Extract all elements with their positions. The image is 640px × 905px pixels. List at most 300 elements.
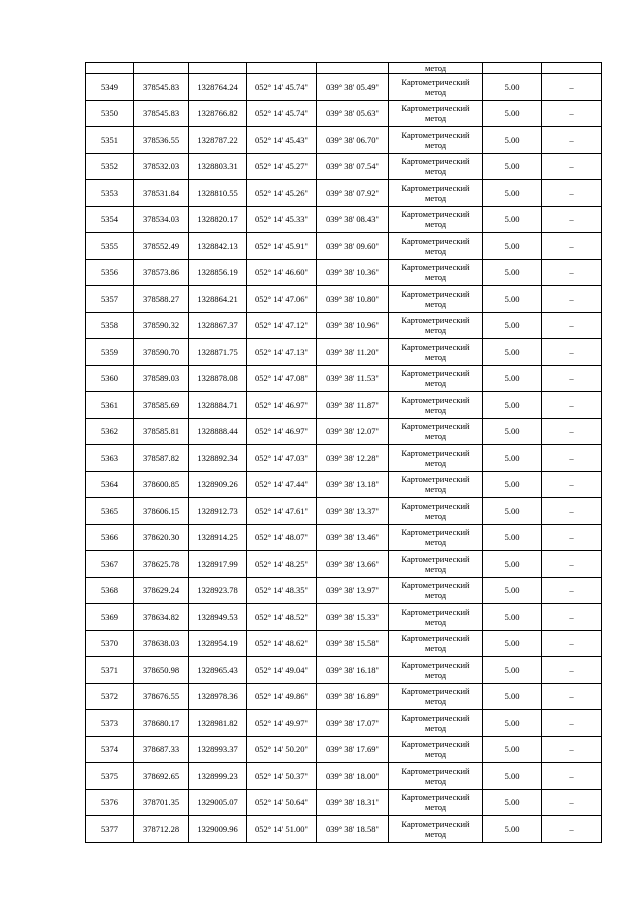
coord-x: 378536.55 [134, 127, 189, 154]
point-number: 5361 [86, 392, 134, 419]
longitude: 039° 38' 16.89" [317, 683, 389, 710]
accuracy: 5.00 [483, 683, 542, 710]
coord-x: 378552.49 [134, 233, 189, 260]
note-dash: – [542, 74, 602, 101]
note-dash: – [542, 551, 602, 578]
accuracy: 5.00 [483, 180, 542, 207]
method-cell [389, 286, 483, 313]
coord-x: 378532.03 [134, 153, 189, 180]
table-row [86, 127, 602, 154]
method-line-2: метод [424, 219, 447, 230]
longitude: 039° 38' 07.92" [317, 180, 389, 207]
method-line-1: Картометрический [401, 235, 470, 246]
method-line-1: Картометрический [401, 580, 470, 591]
point-number: 5358 [86, 312, 134, 339]
method-line-1: Картометрический [401, 553, 470, 564]
point-number: 5350 [86, 100, 134, 127]
note-dash: – [542, 233, 602, 260]
longitude: 039° 38' 11.53" [317, 365, 389, 392]
coord-x: 378692.65 [134, 763, 189, 790]
longitude: 039° 38' 13.37" [317, 498, 389, 525]
longitude: 039° 38' 16.18" [317, 657, 389, 684]
method-cell [389, 127, 483, 154]
method-line-2: метод [424, 192, 447, 203]
point-number: 5377 [86, 816, 134, 843]
point-number: 5352 [86, 153, 134, 180]
note-dash: – [542, 312, 602, 339]
method-line-1: Картометрический [401, 394, 470, 405]
coord-y: 1329005.07 [189, 789, 247, 816]
accuracy: 5.00 [483, 471, 542, 498]
coord-x: 378680.17 [134, 710, 189, 737]
table-row [86, 180, 602, 207]
accuracy: 5.00 [483, 365, 542, 392]
coord-y: 1328787.22 [189, 127, 247, 154]
longitude: 039° 38' 10.36" [317, 259, 389, 286]
method-line-1: Картометрический [401, 288, 470, 299]
method-line-2: метод [424, 245, 447, 256]
point-number: 5354 [86, 206, 134, 233]
latitude: 052° 14' 46.97" [247, 392, 317, 419]
method-line-2: метод [424, 590, 447, 601]
method-line-2: метод [424, 325, 447, 336]
table-row [86, 418, 602, 445]
longitude: 039° 38' 13.18" [317, 471, 389, 498]
note-dash: – [542, 577, 602, 604]
coord-y: 1328954.19 [189, 630, 247, 657]
note-dash: – [542, 789, 602, 816]
coord-y: 1328999.23 [189, 763, 247, 790]
longitude: 039° 38' 15.58" [317, 630, 389, 657]
coord-x: 378534.03 [134, 206, 189, 233]
latitude: 052° 14' 48.07" [247, 524, 317, 551]
coord-x: 378573.86 [134, 259, 189, 286]
coord-y: 1328993.37 [189, 736, 247, 763]
coord-y: 1328764.24 [189, 74, 247, 101]
note-dash: – [542, 206, 602, 233]
table-row [86, 312, 602, 339]
coord-y: 1328766.82 [189, 100, 247, 127]
note-dash: – [542, 763, 602, 790]
method-line-1: Картометрический [401, 474, 470, 485]
accuracy: 5.00 [483, 206, 542, 233]
point-number: 5374 [86, 736, 134, 763]
method-line-2: метод [424, 139, 447, 150]
method-line-1: Картометрический [401, 765, 470, 776]
note-dash: – [542, 816, 602, 843]
method-cell [389, 445, 483, 472]
method-cell [389, 630, 483, 657]
method-line-2: метод [424, 113, 447, 124]
latitude: 052° 14' 50.20" [247, 736, 317, 763]
table-row [86, 816, 602, 843]
note-dash: – [542, 100, 602, 127]
point-number: 5366 [86, 524, 134, 551]
longitude: 039° 38' 12.07" [317, 418, 389, 445]
table-row [86, 657, 602, 684]
latitude: 052° 14' 46.97" [247, 418, 317, 445]
note-dash: – [542, 180, 602, 207]
method-cell [389, 498, 483, 525]
method-line-2: метод [424, 404, 447, 415]
longitude: 039° 38' 06.70" [317, 127, 389, 154]
method-line-2: метод [424, 802, 447, 813]
longitude: 039° 38' 11.20" [317, 339, 389, 366]
note-dash: – [542, 604, 602, 631]
table-row [86, 74, 602, 101]
method-line-1: Картометрический [401, 341, 470, 352]
point-number: 5360 [86, 365, 134, 392]
accuracy: 5.00 [483, 100, 542, 127]
accuracy: 5.00 [483, 604, 542, 631]
coord-y: 1328923.78 [189, 577, 247, 604]
method-cell [389, 100, 483, 127]
latitude: 052° 14' 48.25" [247, 551, 317, 578]
point-number: 5365 [86, 498, 134, 525]
latitude: 052° 14' 48.52" [247, 604, 317, 631]
point-number: 5368 [86, 577, 134, 604]
table-row [86, 577, 602, 604]
method-line-1: Картометрический [401, 818, 470, 829]
latitude: 052° 14' 49.04" [247, 657, 317, 684]
coord-y: 1329009.96 [189, 816, 247, 843]
note-dash: – [542, 339, 602, 366]
coord-x: 378589.03 [134, 365, 189, 392]
accuracy: 5.00 [483, 789, 542, 816]
accuracy: 5.00 [483, 127, 542, 154]
table-row [86, 153, 602, 180]
accuracy: 5.00 [483, 418, 542, 445]
method-cell [389, 657, 483, 684]
method-line-2: метод [424, 537, 447, 548]
latitude: 052° 14' 45.91" [247, 233, 317, 260]
method-line-1: Картометрический [401, 103, 470, 114]
accuracy: 5.00 [483, 524, 542, 551]
method-line-2: метод [424, 272, 447, 283]
method-cell: метод [389, 63, 483, 74]
coordinates-table [85, 62, 602, 843]
point-number: 5369 [86, 604, 134, 631]
latitude: 052° 14' 47.08" [247, 365, 317, 392]
table-row [86, 736, 602, 763]
accuracy: 5.00 [483, 233, 542, 260]
accuracy: 5.00 [483, 498, 542, 525]
method-line-1: Картометрический [401, 76, 470, 87]
note-dash: – [542, 471, 602, 498]
accuracy: 5.00 [483, 816, 542, 843]
accuracy: 5.00 [483, 392, 542, 419]
coord-x: 378545.83 [134, 100, 189, 127]
note-dash: – [542, 286, 602, 313]
method-line-1: Картометрический [401, 633, 470, 644]
coord-y: 1328867.37 [189, 312, 247, 339]
table-row [86, 471, 602, 498]
longitude: 039° 38' 10.80" [317, 286, 389, 313]
point-number: 5372 [86, 683, 134, 710]
method-line-1: Картометрический [401, 712, 470, 723]
method-cell [389, 312, 483, 339]
longitude: 039° 38' 17.07" [317, 710, 389, 737]
method-cell [389, 789, 483, 816]
note-dash: – [542, 445, 602, 472]
coord-x: 378531.84 [134, 180, 189, 207]
method-line-1: Картометрический [401, 659, 470, 670]
point-number: 5367 [86, 551, 134, 578]
method-line-1: Картометрический [401, 368, 470, 379]
note-dash: – [542, 657, 602, 684]
point-number: 5371 [86, 657, 134, 684]
table-row [86, 445, 602, 472]
coord-x: 378676.55 [134, 683, 189, 710]
method-line-2: метод [424, 722, 447, 733]
coord-x: 378590.32 [134, 312, 189, 339]
method-cell [389, 418, 483, 445]
note-dash: – [542, 153, 602, 180]
method-cell [389, 710, 483, 737]
table-row [86, 710, 602, 737]
coord-y: 1328864.21 [189, 286, 247, 313]
method-line-1: Картометрический [401, 262, 470, 273]
table-row [86, 524, 602, 551]
table-row [86, 630, 602, 657]
method-cell [389, 816, 483, 843]
coord-x: 378600.85 [134, 471, 189, 498]
coord-x: 378650.98 [134, 657, 189, 684]
point-number: 5362 [86, 418, 134, 445]
latitude: 052° 14' 45.26" [247, 180, 317, 207]
note-dash: – [542, 365, 602, 392]
method-line-2: метод [424, 351, 447, 362]
coord-x: 378712.28 [134, 816, 189, 843]
method-line-1: Картометрический [401, 527, 470, 538]
accuracy: 5.00 [483, 74, 542, 101]
method-line-2: метод [424, 749, 447, 760]
method-line-2: метод [424, 431, 447, 442]
accuracy: 5.00 [483, 736, 542, 763]
latitude: 052° 14' 47.13" [247, 339, 317, 366]
note-dash: – [542, 630, 602, 657]
longitude: 039° 38' 05.63" [317, 100, 389, 127]
table-row [86, 551, 602, 578]
coord-y: 1328871.75 [189, 339, 247, 366]
point-number: 5359 [86, 339, 134, 366]
note-dash: – [542, 683, 602, 710]
method-line-2: метод [424, 166, 447, 177]
method-line-2: метод [424, 828, 447, 839]
coord-x: 378587.82 [134, 445, 189, 472]
table-row [86, 100, 602, 127]
coord-x: 378585.69 [134, 392, 189, 419]
longitude: 039° 38' 05.49" [317, 74, 389, 101]
table-row [86, 365, 602, 392]
method-line-2: метод [424, 616, 447, 627]
table-row [86, 604, 602, 631]
accuracy: 5.00 [483, 445, 542, 472]
table-row [86, 763, 602, 790]
accuracy: 5.00 [483, 312, 542, 339]
longitude: 039° 38' 11.87" [317, 392, 389, 419]
method-line-1: Картометрический [401, 209, 470, 220]
coord-x: 378606.15 [134, 498, 189, 525]
accuracy: 5.00 [483, 577, 542, 604]
longitude: 039° 38' 07.54" [317, 153, 389, 180]
coord-x: 378545.83 [134, 74, 189, 101]
method-line-1: Картометрический [401, 606, 470, 617]
coord-y: 1328803.31 [189, 153, 247, 180]
coord-x: 378590.70 [134, 339, 189, 366]
method-cell [389, 259, 483, 286]
method-cell [389, 206, 483, 233]
method-cell [389, 153, 483, 180]
latitude: 052° 14' 47.61" [247, 498, 317, 525]
method-line-2: метод [424, 510, 447, 521]
accuracy: 5.00 [483, 763, 542, 790]
note-dash: – [542, 127, 602, 154]
coord-y: 1328888.44 [189, 418, 247, 445]
latitude: 052° 14' 47.06" [247, 286, 317, 313]
longitude: 039° 38' 08.43" [317, 206, 389, 233]
table-body [86, 63, 602, 843]
table-row [86, 339, 602, 366]
coord-x: 378585.81 [134, 418, 189, 445]
latitude: 052° 14' 45.27" [247, 153, 317, 180]
method-line-2: метод [424, 298, 447, 309]
longitude: 039° 38' 13.97" [317, 577, 389, 604]
method-line-2: метод [424, 563, 447, 574]
coord-y: 1328965.43 [189, 657, 247, 684]
longitude: 039° 38' 18.00" [317, 763, 389, 790]
latitude: 052° 14' 48.35" [247, 577, 317, 604]
method-cell [389, 683, 483, 710]
table-row [86, 683, 602, 710]
accuracy: 5.00 [483, 657, 542, 684]
table-row [86, 206, 602, 233]
coord-x: 378625.78 [134, 551, 189, 578]
table-row [86, 392, 602, 419]
note-dash: – [542, 259, 602, 286]
accuracy: 5.00 [483, 286, 542, 313]
table-row [86, 498, 602, 525]
method-cell [389, 551, 483, 578]
method-cell [389, 736, 483, 763]
note-dash: – [542, 710, 602, 737]
method-line-1: Картометрический [401, 315, 470, 326]
point-number: 5356 [86, 259, 134, 286]
latitude: 052° 14' 45.43" [247, 127, 317, 154]
latitude: 052° 14' 45.74" [247, 74, 317, 101]
method-cell [389, 763, 483, 790]
latitude: 052° 14' 51.00" [247, 816, 317, 843]
coord-y: 1328909.26 [189, 471, 247, 498]
coord-y: 1328842.13 [189, 233, 247, 260]
point-number: 5364 [86, 471, 134, 498]
coord-x: 378588.27 [134, 286, 189, 313]
coord-x: 378701.35 [134, 789, 189, 816]
method-line-2: метод [424, 378, 447, 389]
latitude: 052° 14' 47.03" [247, 445, 317, 472]
method-cell [389, 471, 483, 498]
method-cell [389, 180, 483, 207]
method-cell [389, 365, 483, 392]
coord-y: 1328810.55 [189, 180, 247, 207]
coord-y: 1328914.25 [189, 524, 247, 551]
coord-x: 378629.24 [134, 577, 189, 604]
latitude: 052° 14' 49.86" [247, 683, 317, 710]
latitude: 052° 14' 45.74" [247, 100, 317, 127]
latitude: 052° 14' 50.64" [247, 789, 317, 816]
accuracy: 5.00 [483, 710, 542, 737]
method-line-2: метод [424, 457, 447, 468]
point-number: 5370 [86, 630, 134, 657]
longitude: 039° 38' 18.31" [317, 789, 389, 816]
coord-x: 378620.30 [134, 524, 189, 551]
method-line-1: Картометрический [401, 182, 470, 193]
method-cell [389, 524, 483, 551]
method-line-1: Картометрический [401, 686, 470, 697]
method-line-1: Картометрический [401, 447, 470, 458]
point-number: 5353 [86, 180, 134, 207]
point-number: 5357 [86, 286, 134, 313]
method-cell [389, 392, 483, 419]
method-cell [389, 233, 483, 260]
point-number: 5351 [86, 127, 134, 154]
accuracy: 5.00 [483, 259, 542, 286]
table-row [86, 789, 602, 816]
accuracy: 5.00 [483, 153, 542, 180]
continuation-row [86, 63, 602, 74]
note-dash: – [542, 524, 602, 551]
method-cell [389, 604, 483, 631]
longitude: 039° 38' 13.66" [317, 551, 389, 578]
latitude: 052° 14' 46.60" [247, 259, 317, 286]
table-row [86, 259, 602, 286]
coord-y: 1328892.34 [189, 445, 247, 472]
method-line-2: метод [424, 669, 447, 680]
method-line-1: Картометрический [401, 500, 470, 511]
point-number: 5375 [86, 763, 134, 790]
longitude: 039° 38' 12.28" [317, 445, 389, 472]
accuracy: 5.00 [483, 630, 542, 657]
method-line-2: метод [424, 643, 447, 654]
longitude: 039° 38' 10.96" [317, 312, 389, 339]
accuracy: 5.00 [483, 551, 542, 578]
method-line-1: Картометрический [401, 739, 470, 750]
coord-y: 1328949.53 [189, 604, 247, 631]
method-cell [389, 577, 483, 604]
coord-x: 378638.03 [134, 630, 189, 657]
method-line-2: метод [424, 696, 447, 707]
note-dash: – [542, 498, 602, 525]
table-row [86, 233, 602, 260]
coord-y: 1328884.71 [189, 392, 247, 419]
latitude: 052° 14' 50.37" [247, 763, 317, 790]
latitude: 052° 14' 48.62" [247, 630, 317, 657]
longitude: 039° 38' 17.69" [317, 736, 389, 763]
note-dash: – [542, 418, 602, 445]
coord-y: 1328878.08 [189, 365, 247, 392]
method-line-1: Картометрический [401, 421, 470, 432]
table-row [86, 286, 602, 313]
method-cell [389, 74, 483, 101]
method-line-1: Картометрический [401, 156, 470, 167]
point-number: 5373 [86, 710, 134, 737]
coord-x: 378687.33 [134, 736, 189, 763]
coord-y: 1328856.19 [189, 259, 247, 286]
method-cell [389, 339, 483, 366]
coord-y: 1328912.73 [189, 498, 247, 525]
point-number: 5355 [86, 233, 134, 260]
coord-y: 1328978.36 [189, 683, 247, 710]
